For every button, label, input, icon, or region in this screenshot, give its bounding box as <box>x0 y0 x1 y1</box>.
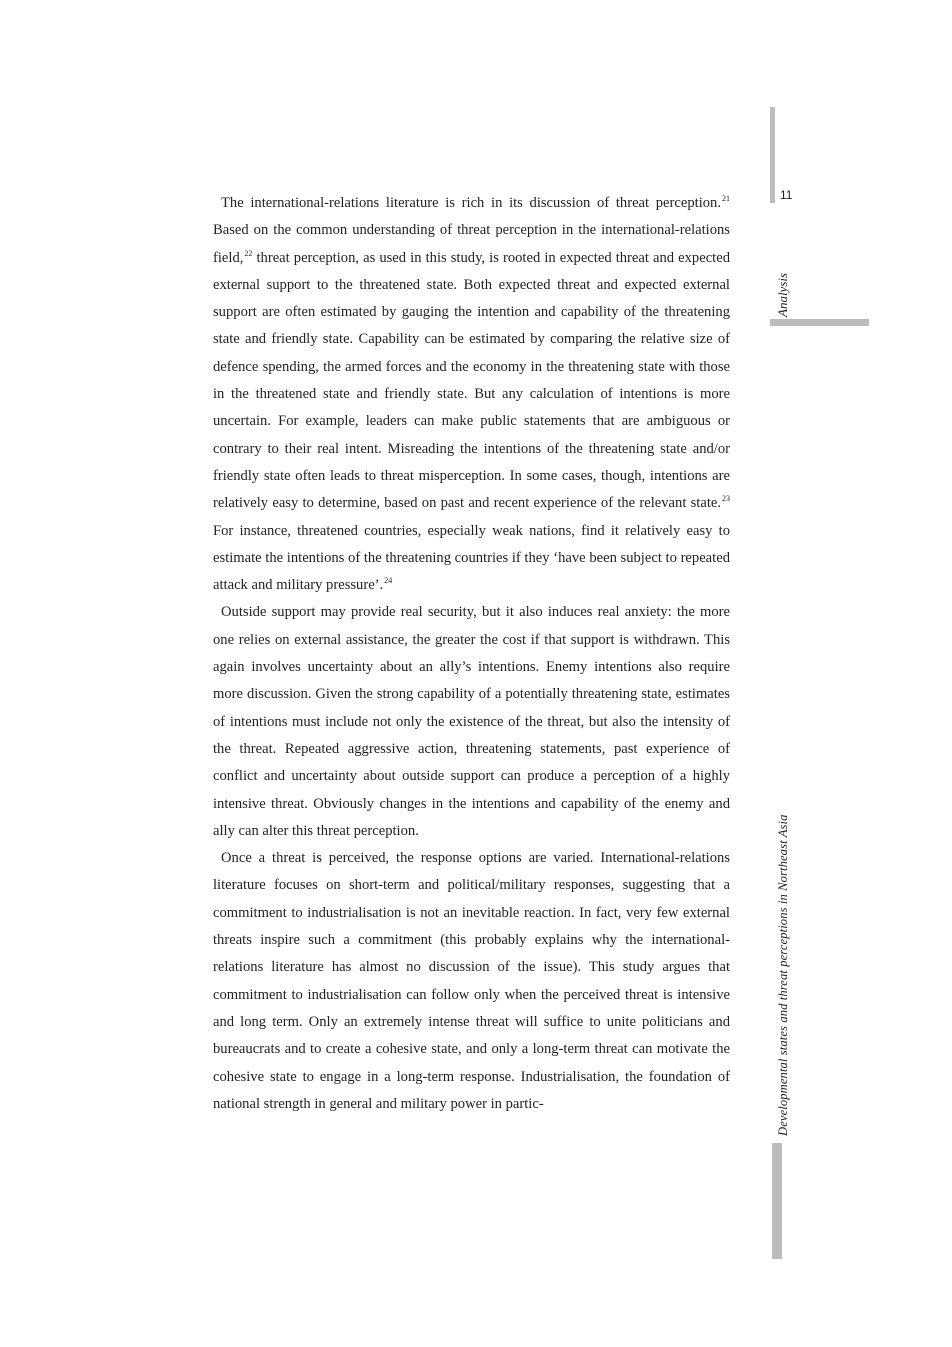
margin-rule-bottom <box>772 1143 782 1259</box>
margin-rule-section <box>770 319 869 326</box>
paragraph <box>213 190 730 599</box>
text-run: threat perception, as used in this study, is rooted in expected threat and expected external support to the threatened state. Both expected threat and expected external support are often estimated by gauging the intention and capability of the threatening state and friendly state. Capability can be estimated by comparing the relative size of defence spending, the armed forces and the economy in the threatening state with those in the threatened state and friendly state. But any calculation of intentions is more uncertain. For example, leaders can make public statements that are ambiguous or contrary to their real intent. Misreading the intentions of the threatening state and/or friendly state often leads to threat misperception. In some cases, though, intentions are relatively easy to determine, based on past and recent experience of the relevant state. <box>213 249 730 512</box>
footnote-ref: 22 <box>244 248 253 258</box>
page-number: 11 <box>780 188 793 202</box>
text-run: For instance, threatened countries, especially weak nations, find it relatively easy to estimate the intentions of the threatening countries if they ‘have been subject to repeated attack and military pressure’. <box>213 522 730 594</box>
footnote-ref: 23 <box>722 494 730 504</box>
section-label: Analysis <box>775 272 790 317</box>
footnote-ref: 21 <box>722 194 730 203</box>
paragraph <box>213 599 730 845</box>
paragraph <box>213 845 730 1118</box>
text-run: Based on the common understanding of threat perception in the international-relations field, <box>213 222 730 266</box>
text-run: Outside support may provide real security, but it also induces real anxiety: the more one relies on external assistance, the greater the cost if that support is withdrawn. This again involves uncertainty about an ally’s intentions. Enemy intentions also require more discussion. Given the strong capability of a potentially threatening state, estimates of intentions must include not only the existence of the threat, but also the intensity of the threat. Repeated aggressive action, threatening statements, past experience of conflict and uncertainty about outside support can produce a perception of a highly intensive threat. Obviously changes in the intentions and capability of the enemy and ally can alter this threat perception. <box>213 604 730 839</box>
margin-rule-top <box>770 107 775 203</box>
text-run: Once a threat is perceived, the response options are varied. International-relations literature focuses on short-term and political/military responses, suggesting that a commitment to industrialisation is not an inevitable reaction. In fact, very few external threats inspire such a commitment (this probably explains why the international-relations literature has almost no discussion of the issue). This study argues that commitment to industrialisation can follow only when the perceived threat is intensive and long term. Only an extremely intense threat will suffice to unite politicians and bureaucrats and to create a cohesive state, and only a long-term threat can motivate the cohesive state to engage in a long-term response. Industrialisation, the foundation of national strength in general and military power in partic- <box>213 850 730 1112</box>
body-text <box>213 190 730 1118</box>
text-run: The international-relations literature is rich in its discussion of threat perception. <box>221 195 721 211</box>
running-title: Developmental states and threat perceptions in Northeast Asia <box>776 814 790 1136</box>
footnote-ref: 24 <box>384 576 393 586</box>
